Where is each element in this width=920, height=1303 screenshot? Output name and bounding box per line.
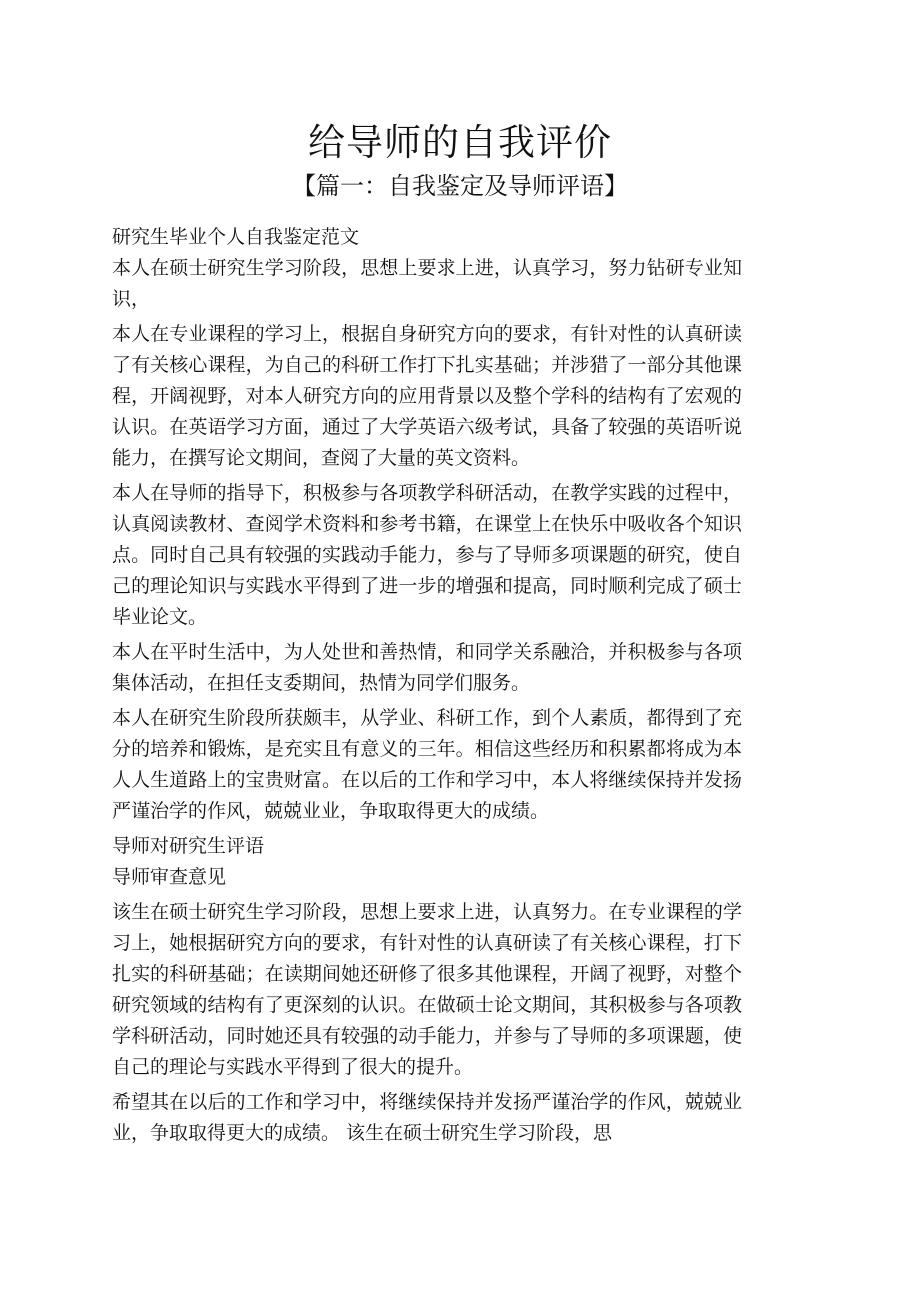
section-heading-advisor-review: 导师审查意见 (112, 866, 227, 888)
paragraph: 希望其在以后的工作和学习中，将继续保持并发扬严谨治学的作风，兢兢业业，争取取得更大的成绩。 该生在硕士研究生学习阶段，思 (112, 1091, 742, 1144)
section-heading-self-evaluation: 研究生毕业个人自我鉴定范文 (112, 226, 360, 248)
paragraph: 本人在平时生活中，为人处世和善热情，和同学关系融洽，并积极参与各项集体活动，在担任支委期间，热情为同学们服务。 (112, 641, 742, 694)
paragraph: 本人在导师的指导下，积极参与各项教学科研活动，在教学实践的过程中，认真阅读教材、查阅学术资料和参考书籍，在课堂上在快乐中吸收各个知识点。同时自己具有较强的实践动手能力，参与了导师多项课题的研究，使自己的理论知识与实践水平得到了进一步的增强和提高，同时顺利完成了硕士毕业论文。 (112, 482, 742, 628)
paragraph: 本人在研究生阶段所获颇丰，从学业、科研工作，到个人素质，都得到了充分的培养和锻炼，是充实且有意义的三年。相信这些经历和积累都将成为本人人生道路上的宝贵财富。在以后的工作和学习中，本人将继续保持并发扬严谨治学的作风，兢兢业业，争取取得更大的成绩。 (112, 707, 742, 822)
paragraph: 本人在硕士研究生学习阶段，思想上要求上进，认真学习，努力钻研专业知识， (112, 257, 742, 310)
paragraph: 本人在专业课程的学习上，根据自身研究方向的要求，有针对性的认真研读了有关核心课程，为自己的科研工作打下扎实基础；并涉猎了一部分其他课程，开阔视野，对本人研究方向的应用背景以及整个学科的结构有了宏观的认识。在英语学习方面，通过了大学英语六级考试，具备了较强的英语听说能力，在撰写论文期间，查阅了大量的英文资料。 (112, 323, 742, 469)
paragraph: 该生在硕士研究生学习阶段，思想上要求上进，认真努力。在专业课程的学习上，她根据研究方向的要求，有针对性的认真研读了有关核心课程，打下扎实的科研基础；在读期间她还研修了很多其他课程，开阔了视野，对整个研究领域的结构有了更深刻的认识。在做硕士论文期间，其积极参与各项教学科研活动，同时她还具有较强的动手能力，并参与了导师的多项课题，使自己的理论与实践水平得到了很大的提升。 (112, 901, 742, 1078)
section-heading-advisor-comments: 导师对研究生评语 (112, 835, 265, 857)
page-title: 给导师的自我评价 (308, 121, 612, 164)
document-body (112, 222, 742, 1153)
page-subtitle: 【篇一：自我鉴定及导师评语】 (292, 172, 628, 200)
